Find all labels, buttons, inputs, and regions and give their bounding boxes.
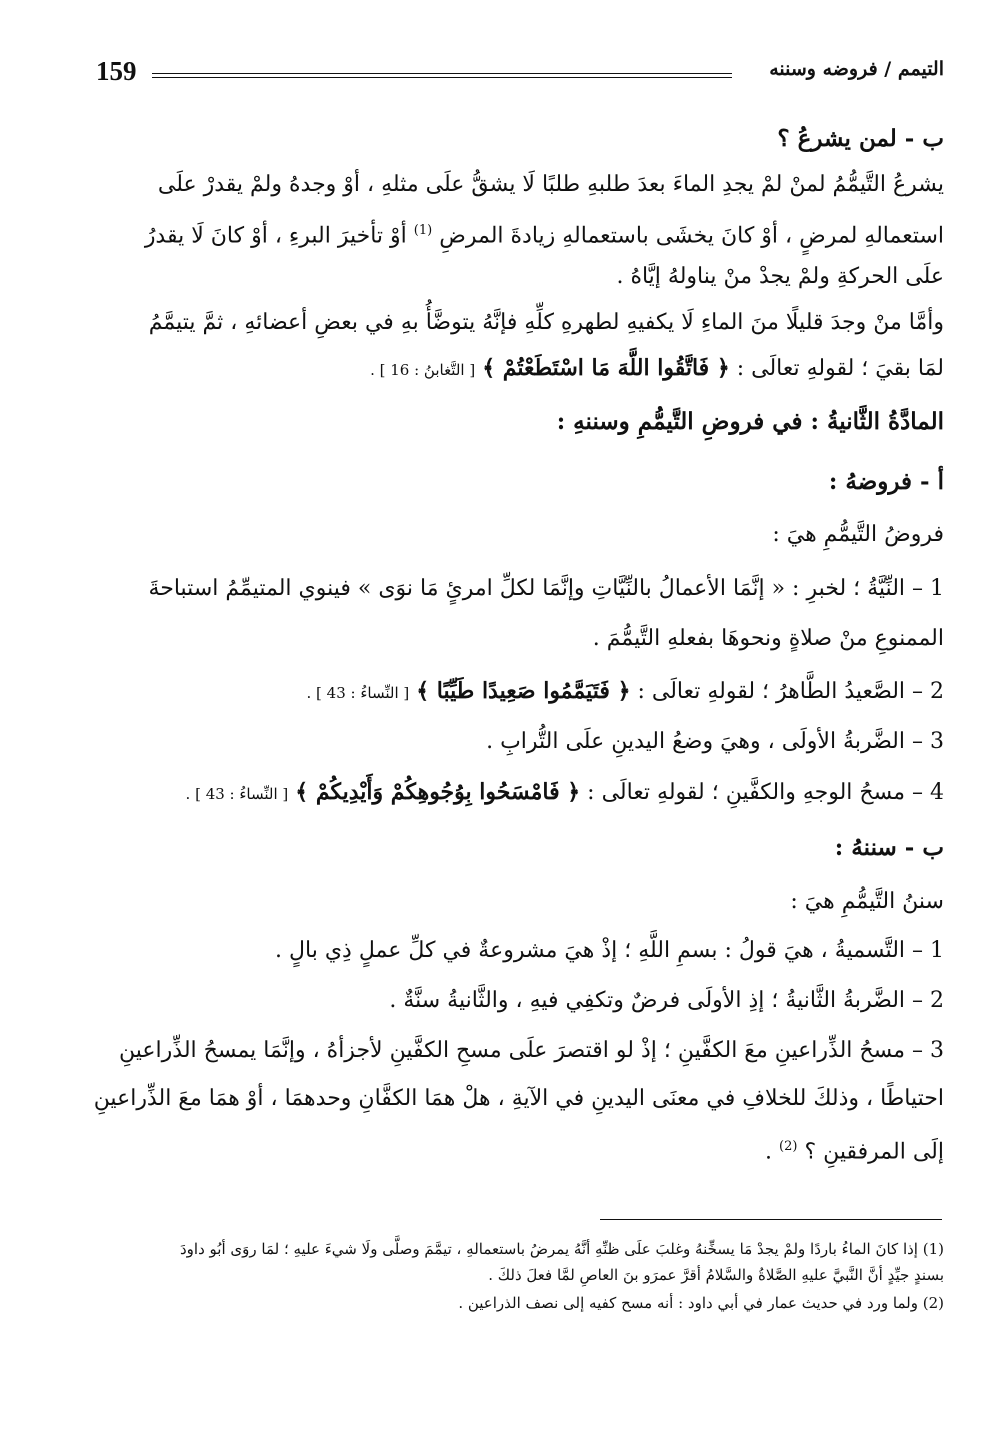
verse-reference: [ النِّساءُ : 43 ] . [185, 785, 289, 803]
paragraph-line: وأمَّا منْ وجدَ قليلًا منَ الماءِ لَا يكفيهِ لطهرهِ كلِّهِ فإنَّهُ يتوضَّأُ بهِ في بعضِ أعضائهِ ، ثمَّ يتيمَّمُ [148, 310, 944, 335]
quran-verse: ﴿ فَاتَّقُوا اللَّهَ مَا اسْتَطَعْتُمْ ﴾ [482, 355, 730, 381]
paragraph-line: علَى الحركةِ ولمْ يجدْ منْ يناولهُ إيَّاهُ . [616, 264, 944, 289]
footnote-separator [600, 1219, 942, 1220]
paragraph-line: سننُ التَّيمُّمِ هيَ : [790, 889, 944, 914]
text-segment: لمَا بقيَ ؛ لقولهِ تعالَى : [736, 356, 944, 381]
quran-verse: ﴿ فَامْسَحُوا بِوُجُوهِكُمْ وَأَيْدِيكُمْ ﴾ [295, 779, 581, 805]
text-segment: استعمالهِ لمرضٍ ، أوْ كانَ يخشَى باستعمالهِ زيادةَ المرضِ [439, 223, 944, 249]
verse-reference: [ النِّساءُ : 43 ] . [306, 684, 410, 702]
paragraph-line [145, 216, 944, 251]
text-segment: أوْ تأخيرَ البرءِ ، أوْ كانَ لَا يقدرُ [144, 223, 407, 249]
footnote-marker: (1) [413, 223, 433, 238]
paragraph-line: احتياطًا ، وذلكَ للخلافِ في معنَى اليدينِ في الآيةِ ، هلْ همَا الكفَّانِ وحدهمَا ، أوْ همَا معَ الذِّراعينِ [93, 1086, 944, 1111]
section-heading-sunnahs: ب - سننهُ : [834, 834, 944, 861]
list-item: 3 – مسحُ الذِّراعينِ معَ الكفَّينِ ؛ إذْ لو اقتصرَ علَى مسحِ الكفَّينِ لأجزأهُ ، وإنَّمَا يمسحُ الذِّراعينِ [119, 1038, 944, 1063]
footnote-1: (1) إذا كانَ الماءُ باردًا ولمْ يجدْ مَا يسخِّنهُ وغلبَ علَى ظنِّهِ أنَّهُ يمرضُ باستعمالهِ ، تيمَّمَ وصلَّى ولَا شيءَ عليهِ ؛ لمَا روَى أبُو داودَ [179, 1240, 944, 1258]
quran-verse: ﴿ فَتَيَمَّمُوا صَعِيدًا طَيِّبًا ﴾ [416, 678, 631, 704]
verse-reference: [ التَّغابنُ : 16 ] . [370, 361, 476, 379]
paragraph-line [765, 1132, 944, 1167]
running-header [96, 56, 944, 96]
list-item [307, 676, 944, 708]
article-number: المادَّةُ الثَّانيةُ : [810, 408, 944, 435]
text-segment: إلَى المرفقينِ ؟ [804, 1139, 944, 1165]
text-segment: 2 – الصَّعيدُ الطَّاهرُ ؛ لقولهِ تعالَى : [637, 679, 944, 704]
footnote-1-continued: بسندٍ جيِّدٍ أنَّ النَّبيَّ عليهِ الصَّلاةُ والسَّلامُ أقرَّ عمرَو بنَ العاصِ لمَّا فعلَ ذلكَ . [488, 1266, 944, 1284]
footnote-2: (2) ولما ورد في حديث عمار في أبي داود : أنه مسح كفيه إلى نصف الذراعين . [458, 1294, 944, 1312]
paragraph-line [370, 353, 944, 385]
running-title: التيمم / فروضه وسننه [769, 58, 944, 80]
paragraph-line: فروضُ التَّيمُّمِ هيَ : [772, 522, 944, 547]
list-item [186, 777, 944, 809]
list-item: 2 – الضَّربةُ الثَّانيةُ ؛ إذِ الأولَى فرضٌ وتكفِي فيهِ ، والثَّانيةُ سنَّةٌ . [389, 988, 944, 1013]
article-heading [557, 407, 944, 437]
footnote-marker: (2) [779, 1139, 798, 1154]
list-item: 1 – التَّسميةُ ، هيَ قولُ : بسمِ اللَّهِ ؛ إذْ هيَ مشروعةٌ في كلِّ عملٍ ذِي بالٍ . [275, 938, 944, 963]
text-segment: . [765, 1139, 773, 1165]
text-segment: 4 – مسحُ الوجهِ والكفَّينِ ؛ لقولهِ تعالَى : [587, 780, 944, 805]
section-heading-who: ب - لمن يشرعُ ؟ [777, 125, 944, 152]
list-item: 3 – الضَّربةُ الأولَى ، وهيَ وضعُ اليدينِ علَى التُّرابِ . [486, 729, 944, 754]
paragraph-line: يشرعُ التَّيمُّمُ لمنْ لمْ يجدِ الماءَ بعدَ طلبهِ طلبًا لَا يشقُّ علَى مثلهِ ، أوْ وجدهُ ولمْ يقدرْ علَى [157, 172, 944, 197]
header-rule [152, 73, 732, 78]
paragraph-line: الممنوعِ منْ صلاةٍ ونحوهَا بفعلهِ التَّيمُّمَ . [592, 626, 944, 651]
page-number: 159 [96, 56, 137, 86]
article-title: في فروضِ التَّيمُّمِ وسننهِ : [556, 408, 803, 435]
list-item: 1 – النِّيَّةُ ؛ لخبرِ : « إنَّمَا الأعمالُ بالنِّيَّاتِ وإنَّمَا لكلِّ امرئٍ مَا نوَى » فينوي المتيمِّمُ استباحةَ [148, 576, 944, 601]
section-heading-obligations: أ - فروضهُ : [828, 468, 944, 495]
